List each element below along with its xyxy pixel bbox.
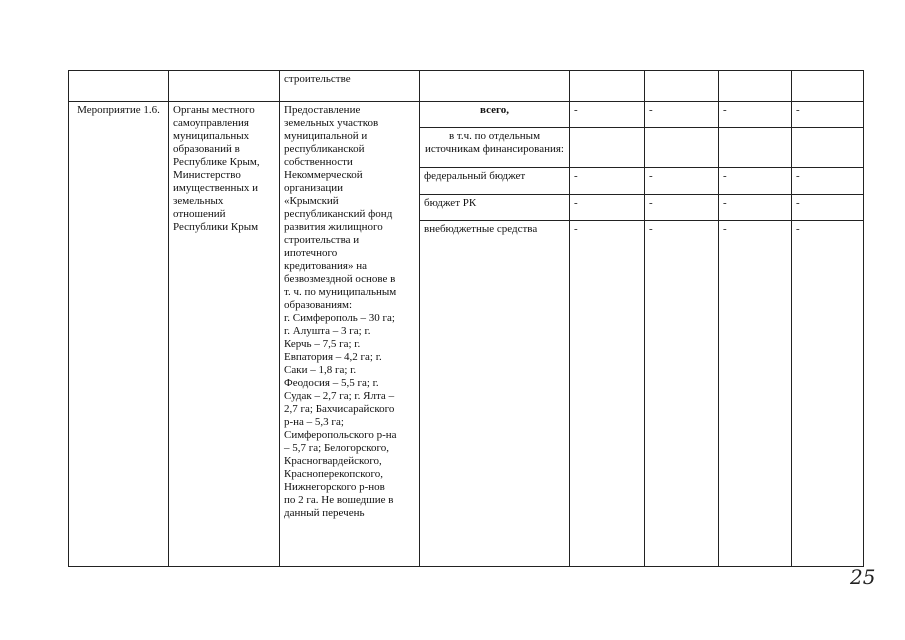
value-cell: -	[719, 168, 792, 195]
description-line: Керчь – 7,5 га; г.	[284, 338, 361, 350]
description-line: собственности	[284, 156, 353, 168]
description-line: ипотечного	[284, 247, 338, 259]
description-line: безвозмездной основе в	[284, 273, 396, 285]
description-line: по 2 га. Не вошедшие в	[284, 494, 394, 506]
value-cell: -	[719, 102, 792, 128]
description-line: образованиям:	[284, 299, 353, 311]
executor-line: Республики Крым	[173, 221, 259, 233]
value-cell: -	[645, 168, 719, 195]
description-line: Нижнегорского р-нов	[284, 481, 385, 493]
value-cell: -	[570, 195, 645, 221]
value-cell-empty	[645, 71, 719, 102]
source-label-regional: бюджет РК	[420, 195, 570, 221]
value-cell: -	[792, 102, 864, 128]
program-table	[68, 70, 864, 567]
value-cell: -	[645, 221, 719, 567]
description-line: Симферопольского р-на	[284, 429, 397, 441]
value-cell: -	[792, 168, 864, 195]
value-cell: -	[792, 195, 864, 221]
description-line: 2,7 га; Бахчисарайского	[284, 403, 395, 415]
value-cell: -	[645, 102, 719, 128]
value-cell: -	[792, 221, 864, 567]
description-line: Некоммерческой	[284, 169, 363, 181]
description-line: республиканской	[284, 143, 365, 155]
description-cell	[280, 102, 420, 567]
table-row-continuation	[69, 71, 864, 102]
description-line: развития жилищного	[284, 221, 383, 233]
description-line: т. ч. по муниципальным	[284, 286, 397, 298]
executor-line: Министерство	[173, 169, 241, 181]
value-cell: -	[570, 102, 645, 128]
source-cell-empty	[420, 71, 570, 102]
value-cell: -	[570, 221, 645, 567]
event-cell: Мероприятие 1.6.	[69, 102, 169, 567]
description-line: кредитования» на	[284, 260, 368, 272]
executor-cell	[169, 102, 280, 567]
executor-line: самоуправления	[173, 117, 249, 129]
description-cell-continued: строительстве	[280, 71, 420, 102]
description-line: Красногвардейского,	[284, 455, 382, 467]
description-text	[284, 104, 415, 520]
source-label-federal: федеральный бюджет	[420, 168, 570, 195]
event-cell-empty	[69, 71, 169, 102]
value-cell	[792, 128, 864, 168]
executor-line: Органы местного	[173, 104, 255, 116]
value-cell: -	[570, 168, 645, 195]
executor-line: отношений	[173, 208, 226, 220]
description-line: строительства и	[284, 234, 360, 246]
executor-text	[173, 104, 275, 234]
value-cell: -	[645, 195, 719, 221]
page-number: 25	[850, 565, 876, 589]
value-cell	[570, 128, 645, 168]
executor-line: земельных	[173, 195, 224, 207]
description-line: Феодосия – 5,5 га; г.	[284, 377, 379, 389]
source-label-breakdown: в т.ч. по отдельным источникам финансирования:	[420, 128, 570, 168]
description-line: Саки – 1,8 га; г.	[284, 364, 357, 376]
executor-line: образований в	[173, 143, 240, 155]
description-line: Предоставление	[284, 104, 361, 116]
value-cell-empty	[792, 71, 864, 102]
executor-cell-empty	[169, 71, 280, 102]
description-line: р-на – 5,3 га;	[284, 416, 344, 428]
description-line: муниципальной и	[284, 130, 368, 142]
source-label-total: всего,	[420, 102, 570, 128]
description-line: «Крымский	[284, 195, 339, 207]
value-cell-empty	[719, 71, 792, 102]
value-cell-empty	[570, 71, 645, 102]
executor-line: имущественных и	[173, 182, 258, 194]
description-line: организации	[284, 182, 344, 194]
executor-line: муниципальных	[173, 130, 250, 142]
description-line: г. Алушта – 3 га; г.	[284, 325, 371, 337]
description-line: земельных участков	[284, 117, 379, 129]
value-cell	[645, 128, 719, 168]
value-cell: -	[719, 195, 792, 221]
description-line: Евпатория – 4,2 га; г.	[284, 351, 382, 363]
table-row-total	[69, 102, 864, 128]
description-line: – 5,7 га; Белогорского,	[284, 442, 390, 454]
description-line: Красноперекопского,	[284, 468, 383, 480]
source-label-extrabudget: внебюджетные средства	[420, 221, 570, 567]
value-cell: -	[719, 221, 792, 567]
description-line: республиканский фонд	[284, 208, 393, 220]
description-line: данный перечень	[284, 507, 365, 519]
description-line: Судак – 2,7 га; г. Ялта –	[284, 390, 395, 402]
executor-line: Республике Крым,	[173, 156, 260, 168]
description-line: г. Симферополь – 30 га;	[284, 312, 395, 324]
value-cell	[719, 128, 792, 168]
